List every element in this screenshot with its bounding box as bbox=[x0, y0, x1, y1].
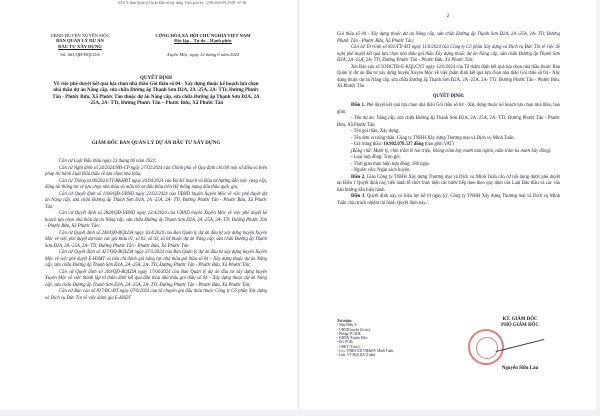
price-in-words: (Bằng chữ: Mười tỷ, chín trăm lẻ hai triệu, không trăm bảy mươi tám nghìn, năm trăm ba mươi bảy đồng). bbox=[351, 148, 552, 154]
article-1-label: Điều 1. bbox=[351, 103, 366, 108]
basis-item: Căn cứ Quyết định số 269/QĐ-BQLDA ngày 17/04/2024 của Ban Quản lý dự án đầu tư xây dựng huyện Xuyên Mộc về việc thành lập tổ thẩm định kết quả đấu thầu nhà thầu gói thầu số 04 – Xây dựng thuộc dự án Nâng cấp, sửa chữa Đường ấp Thạnh Sơn Đ2A, 2A -25A, 2A- TTr, Đường Phước Tân - Phước Bửu, Xã Phước Tân; bbox=[45, 269, 267, 288]
page-1 bbox=[0, 0, 297, 410]
signer-name: Nguyễn Hữu Lâu bbox=[501, 366, 539, 371]
signature-title bbox=[485, 317, 555, 329]
recipient: - KBNN Xuyên Mộc; bbox=[337, 336, 369, 341]
basis-item: Gói thầu số 04 - Xây dựng thuộc dự án Nâng cấp, sửa chữa Đường ấp Thạnh Sơn Đ2A, 2A -25A, 2A- TTr, Đường Phước Tân - Phước Bửu, Xã Phước Tân; bbox=[337, 32, 560, 44]
recipient: - Phòng TC-KH; bbox=[337, 331, 362, 336]
basis-item: Xét Báo cáo số 50/BCTĐ-E-KQLCNT ngày 12/6/2024 của Tổ thẩm định kết quả lựa chọn nhà thầu thuộc Ban Quản lý dự án đầu tư xây dựng huyện Xuyên Mộc về việc thẩm định kết quả lựa chọn nhà thầu Gói thầu số 04 - Xây dựng thuộc dự án Nâng cấp, sửa chữa Đường ấp Thạnh Sơn Đ2A, 2A -25A, 2A- TTr, Đường Phước Tân - Phước Bửu, Xã Phước Tân. bbox=[337, 64, 560, 89]
issuer-board: BAN QUẢN LÝ DỰ ÁN bbox=[56, 38, 104, 44]
national-block bbox=[128, 33, 278, 57]
basis-item: Căn cứ Tờ trình số 831/TTr-ĐT ngày 11/6/2024 của Công ty Cổ phần Xây dựng và Dịch vụ Đức Tín về việc đề nghị phê duyệt kết quả lựa chọn nhà thầu gói thầu Xây dựng thuộc dự án Nâng cấp, sửa chữa Đường ấp Thạnh Sơn Đ2A, 2A -25A, 2A- TTr, Đường Phước Tân - Phước Bửu, Xã Phước Tân; bbox=[337, 45, 560, 63]
document-number: Số: 463/QĐ-BQLDA bbox=[60, 52, 100, 58]
signature-banner: SAO Y: Ban Quản lý Dự án Đầu tư xây dựng. Thời gian ký: 12/06/2024 09:33:08 +07:00 bbox=[118, 1, 247, 5]
decision-heading: QUYẾT ĐỊNH bbox=[140, 76, 172, 81]
authority-heading: GIÁM ĐỐC BAN QUẢN LÝ DỰ ÁN ĐẦU TƯ XÂY DỰNG bbox=[91, 141, 221, 146]
basis-item: Căn cứ Luật Đấu thầu ngày 23 tháng 06 năm 2023; bbox=[59, 159, 157, 164]
document-date: Xuyên Mộc, ngày 12 tháng 6 năm 2024 bbox=[166, 51, 240, 57]
issuer-board-2: ĐẦU TƯ XÂY DỰNG bbox=[58, 43, 102, 49]
recipient: - Như Điều 3; bbox=[337, 323, 358, 328]
article-3 bbox=[337, 194, 560, 207]
sign-role-2: PHÓ GIÁM ĐỐC bbox=[501, 323, 539, 328]
issuer-block bbox=[40, 33, 120, 58]
decision-heading-2: QUYẾT ĐỊNH: bbox=[432, 93, 465, 99]
price-label: - Giá trúng thầu: bbox=[351, 142, 384, 147]
article-3-text: Quyết định này có hiệu lực kể từ ngày ký. Công ty TNHH Xây dựng Thương mại và Dịch vụ Minh Tuấn chịu trách nhiệm thi hành Quyết định này./. bbox=[337, 194, 561, 206]
basis-item: Căn cứ Quyết định số 248/QĐ-BQLDA ngày 16/4/2024 của Ban Quản lý dự án đầu tư xây dựng huyện Xuyên Mộc về việc phê duyệt dự toán các gói thầu 01, số 02, số 03, số 04 thuộc dự án Nâng cấp, sửa chữa Đường ấp Thạnh Sơn Đ2A, 2A -25A, 2A- TTr, Đường Phước Tân - Phước Bửu, Xã Phước Tân. bbox=[45, 230, 267, 249]
legal-bases bbox=[45, 159, 267, 302]
recipient: - CBKT (Thực); bbox=[337, 344, 361, 349]
decision-subject: Về việc phê duyệt kết quả lựa chọn nhà thầu Gói thầu số 04 - Xây dựng thuộc kế hoạch lựa chọn nhà thầu dự án Nâng cấp, sửa chữa Đường ấp Thạnh Sơn Đ2A, 2A -25A, 2A- TTr, Đường Phước Tân - Phước Bửu, Xã Phước Tân thuộc dự án Nâng cấp, sửa chữa Đường ấp Thạnh Sơn Đ2A, 2A -25A, 2A- TTr, Đường Phước Tân – Phước Bửu, Xã Phước Tân bbox=[52, 82, 260, 106]
contract-duration: - Thời gian thực hiện hợp đồng: 180 ngày. bbox=[351, 161, 431, 167]
decision-title bbox=[45, 76, 267, 107]
article-2-text: Giao Công ty TNHH Xây dựng Thương mại và Dịch vụ Minh Tuấn căn cứ nội dung được phê duyệt tại Điều 1 Quyết định này, tiến hành tổ chức thực hiện các bước tiếp theo theo quy định của Luật Đấu thầu và các văn bản hướng dẫn hiện hành. bbox=[337, 174, 560, 193]
recipients-list bbox=[337, 319, 394, 358]
recipients-heading: Nơi nhận: bbox=[337, 319, 353, 323]
article-1-text: Phê duyệt kết quả lựa chọn nhà thầu Gói thầu số 04 - Xây dựng thuộc kế hoạch lựa chọn nhà thầu, bao gồm: bbox=[337, 103, 560, 115]
issuer-district: UBND HUYỆN XUYÊN MỘC bbox=[50, 33, 110, 38]
package-name: - Tên gói thầu: Xây dựng. bbox=[351, 129, 400, 134]
page-number: 2 bbox=[446, 14, 450, 19]
article-1 bbox=[337, 103, 560, 116]
recipient: - C.ty TNHH XD TM&DV Minh Tuấn; bbox=[337, 349, 395, 354]
recipient: - Lưu: VT-BQLDA (Tuấn). bbox=[337, 353, 377, 358]
contract-type: - Loại hợp đồng: Trọn gói. bbox=[351, 155, 401, 160]
funding-source: - Nguồn vốn: Ngân sách huyện. bbox=[351, 168, 411, 173]
basis-item: Căn cứ Quyết định số 1106/QĐ-UBND ngày 22/02/2024 của UBND huyện Xuyên Mộc về việc phê duyệt dự án Nâng cấp, sửa chữa Đường ấp Thạnh Sơn Đ2A, 2A -25A, 2A- TTr, Đường Phước Tân - Phước Bửu, Xã Phước Tân; bbox=[45, 191, 267, 210]
sign-role-1: KT. GIÁM ĐỐC bbox=[502, 317, 538, 322]
basis-item: Căn cứ Quyết định số 2828/QĐ-UBND ngày 12/4/2024 của UBND huyện Xuyên Mộc về việc phê duyệt kế hoạch lựa chọn nhà thầu dự án Nâng cấp, sửa chữa Đường ấp Thạnh Sơn Đ2A, 2A -25A, 2A- TTr, Đường Phước Tân - Phước Bửu, Xã Phước Tân; bbox=[45, 211, 267, 229]
basis-item: Căn cứ Quyết định số 427/QĐ-BQLDA ngày 27/5/2024 của Ban Quản lý dự án đầu tư xây dựng huyện Xuyên Mộc về việc phê duyệt E-HSMT và tiêu chí đánh giá năng lực nhà thầu gói thầu số 04 – Xây dựng thuộc dự án Nâng cấp, sửa chữa Đường ấp Thạnh Sơn Đ2A, 2A -25A, 2A- TTr, Đường Phước Tân - Phước Bửu, Xã Phước Tân; bbox=[45, 250, 267, 268]
winning-bidder: - Tên đơn vị trúng thầu: Công ty TNHH Xây dựng Thương mại và Dịch vụ Minh Tuấn. bbox=[351, 135, 515, 141]
basis-item: Căn cứ Nghị định số 24/2024/NĐ-CP ngày 27/02/2024 của Chính phủ về Quy định chi tiết một số điều và biện pháp thi hành Luật Đấu thầu về lựa chọn nhà thầu; bbox=[45, 165, 267, 177]
official-stamp-icon bbox=[468, 329, 504, 365]
recipient: - UBND huyện (b/cáo); bbox=[337, 327, 372, 332]
basis-item: Căn cứ Thông tư 06/2024/TT-BKHĐT ngày 26/04/2024 của Bộ Kế hoạch và Đầu tư hướng dẫn việc cung cấp, đăng tải thông tin về lựa chọn nhà thầu và mẫu hồ sơ đấu thầu trên Hệ thống mạng đấu thầu quốc gia; bbox=[45, 178, 267, 190]
article-2-label: Điều 2. bbox=[351, 174, 366, 180]
article-2 bbox=[337, 175, 560, 195]
nation-title: CỘNG HÒA XÃ HỘI CHỦ NGHĨA VIỆT NAM bbox=[155, 33, 251, 38]
price-value: 10.902.078.537 đồng bbox=[383, 142, 424, 147]
recipient: - Đ/c PGĐ; bbox=[337, 340, 354, 345]
motto: Độc lập – Tự do – Hạnh phúc bbox=[174, 38, 232, 44]
basis-item: Căn cứ Báo cáo số 817/BC-ĐT ngày 07/6/2024 của tổ chuyên gia đấu thầu thuộc Công ty Cổ phần Xây dựng và Dịch vụ Đức Tín về việc đánh giá E-HSDT bbox=[45, 289, 267, 301]
project-name: - Tên dự án: Nâng cấp, sửa chữa Đường ấp Thạnh Sơn Đ2A, 2A -25A, 2A- TTr, Đường Phước Tân - Phước Bửu, Xã Phước Tân. bbox=[337, 116, 560, 128]
price-note: (bao gồm VAT) bbox=[423, 142, 454, 147]
page2-bases bbox=[337, 32, 560, 207]
page-2 bbox=[300, 0, 596, 410]
article-3-label: Điều 3. bbox=[351, 194, 366, 199]
